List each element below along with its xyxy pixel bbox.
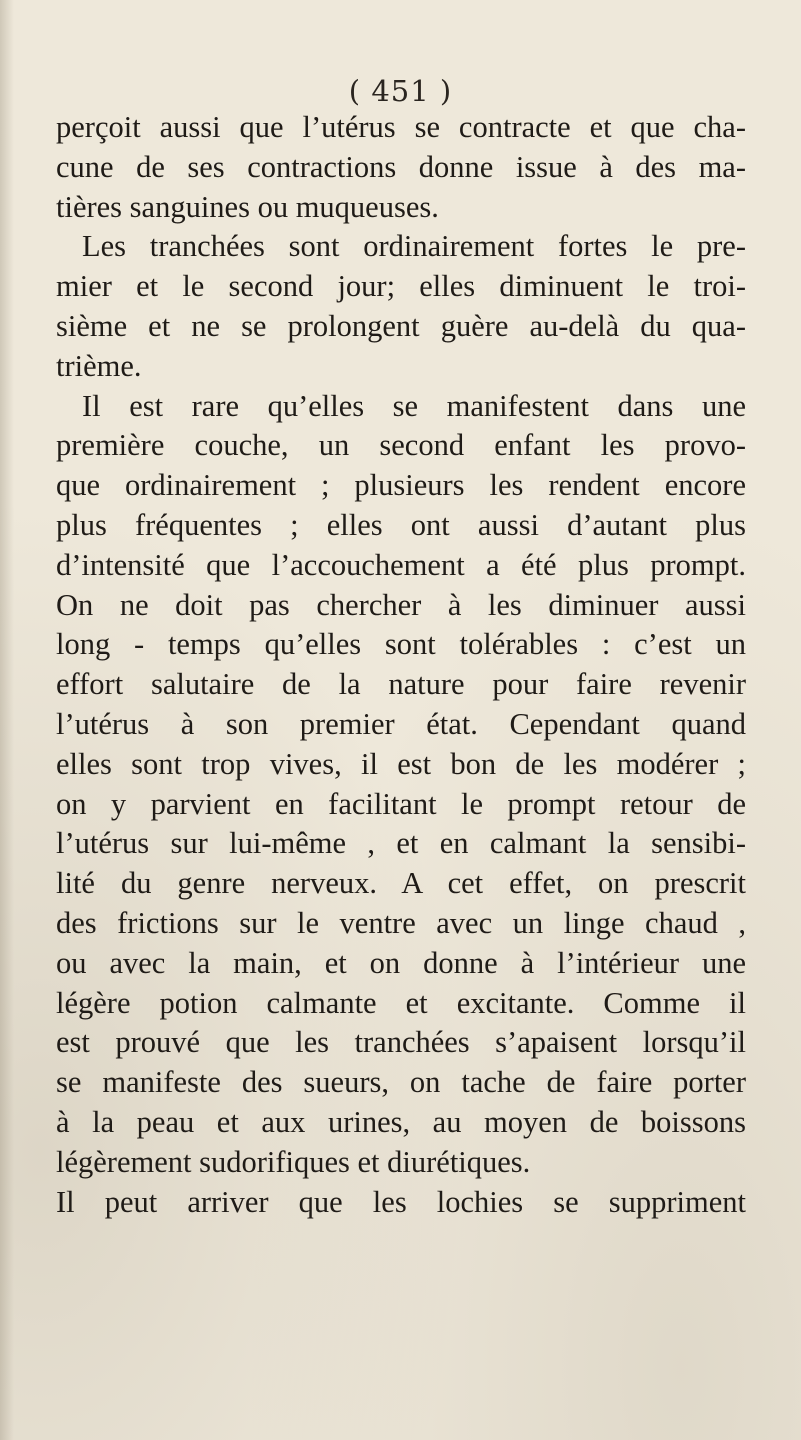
text-line: Il est rare qu’elles se manifestent dans une xyxy=(82,388,746,423)
text-line: se manifeste des sueurs, on tache de faire porter xyxy=(56,1065,746,1100)
text-line: légèrement sudorifiques et diurétiques. xyxy=(56,1144,531,1179)
text-line: des frictions sur le ventre avec un linge chaud , xyxy=(56,905,746,940)
text-line: trième. xyxy=(56,348,142,383)
text-line: l’utérus à son premier état. Cependant quand xyxy=(56,706,746,741)
text-line: est prouvé que les tranchées s’apaisent lorsqu’il xyxy=(56,1025,746,1060)
text-line: que ordinairement ; plusieurs les rendent encore xyxy=(56,468,746,503)
text-line: long - temps qu’elles sont tolérables : c’est un xyxy=(56,627,746,662)
text-line: sième et ne se prolongent guère au-delà du qua- xyxy=(56,308,746,343)
text-line: lité du genre nerveux. A cet effet, on prescrit xyxy=(56,866,746,901)
text-line: mier et le second jour; elles diminuent le troi- xyxy=(56,269,746,304)
text-line: première couche, un second enfant les provo- xyxy=(56,428,746,463)
text-line: ou avec la main, et on donne à l’intérieur une xyxy=(56,945,746,980)
text-line: Les tranchées sont ordinairement fortes le pre- xyxy=(82,229,746,264)
text-line: Il peut arriver que les lochies se suppriment xyxy=(56,1184,746,1219)
text-line: plus fréquentes ; elles ont aussi d’autant plus xyxy=(56,507,746,542)
text-line: cune de ses contractions donne issue à des ma- xyxy=(56,149,746,184)
page-number: ( 451 ) xyxy=(348,74,453,108)
page-edge-shadow xyxy=(0,0,14,1440)
text-line: On ne doit pas chercher à les diminuer aussi xyxy=(56,587,746,622)
text-line: l’utérus sur lui-même , et en calmant la sensibi- xyxy=(56,826,746,861)
text-line: effort salutaire de la nature pour faire revenir xyxy=(56,667,746,702)
text-line: d’intensité que l’accouchement a été plus prompt. xyxy=(56,547,746,582)
text-line: on y parvient en facilitant le prompt retour de xyxy=(56,786,746,821)
text-line: perçoit aussi que l’utérus se contracte et que cha- xyxy=(56,110,746,144)
text-line: elles sont trop vives, il est bon de les modérer ; xyxy=(56,746,746,781)
text-line: tières sanguines ou muqueuses. xyxy=(56,189,439,224)
body-text xyxy=(56,108,746,1222)
text-line: légère potion calmante et excitante. Comme il xyxy=(56,985,746,1020)
text-line: à la peau et aux urines, au moyen de boissons xyxy=(56,1104,746,1139)
